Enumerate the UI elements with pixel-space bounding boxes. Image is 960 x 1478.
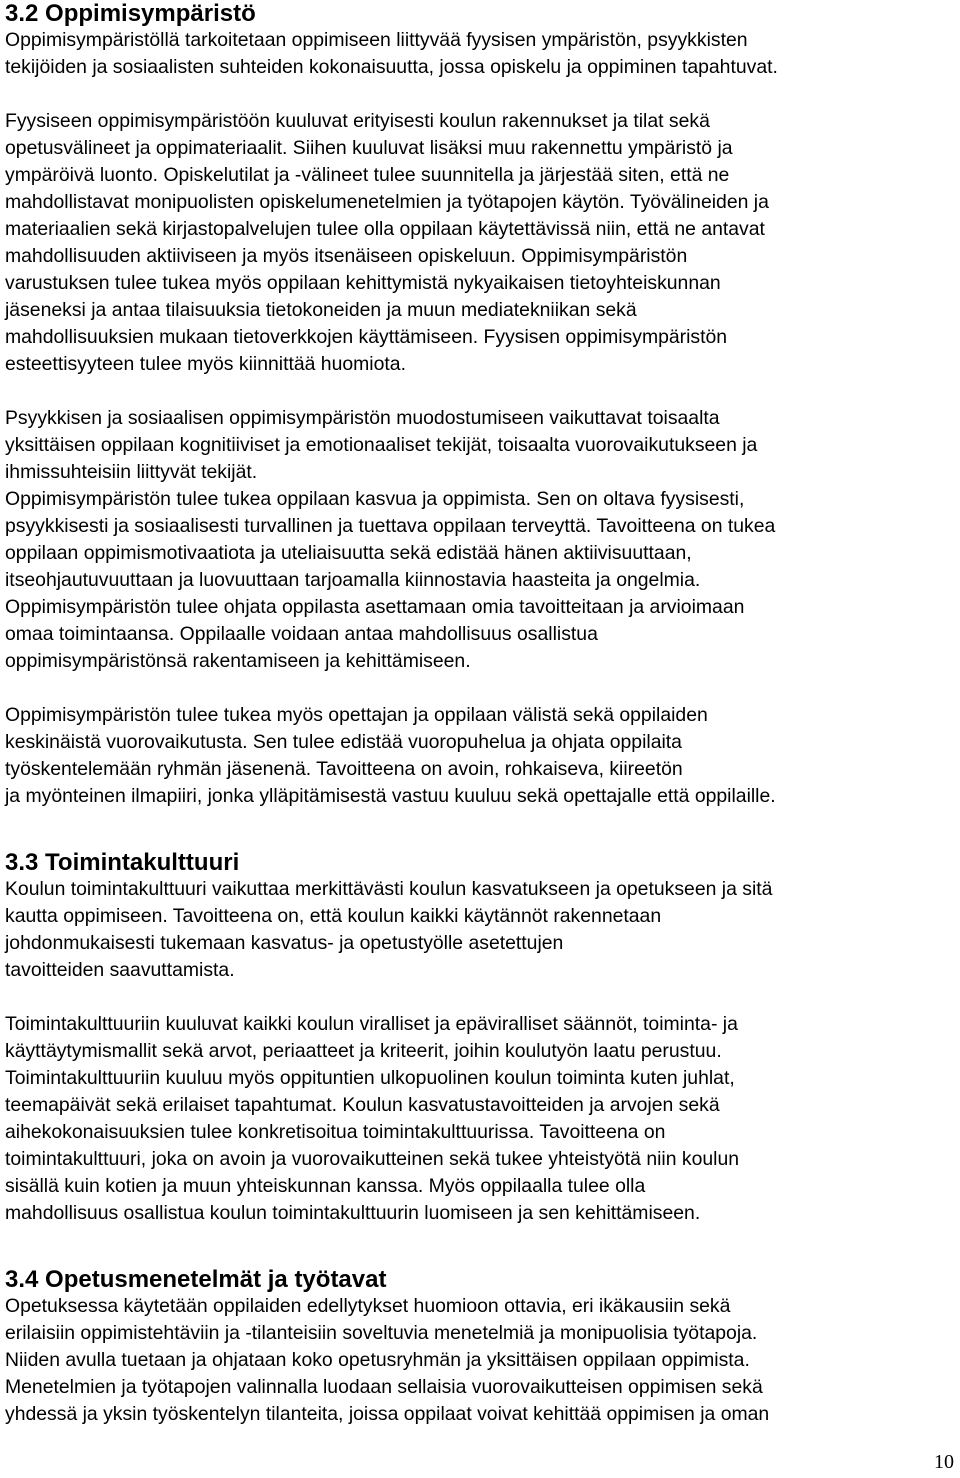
text-line: kautta oppimiseen. Tavoitteena on, että koulun kaikki käytännöt rakennetaan bbox=[5, 905, 662, 927]
paragraph bbox=[5, 108, 955, 378]
text-line: Niiden avulla tuetaan ja ohjataan koko opetusryhmän ja yksittäisen oppilaan oppimista. bbox=[5, 1349, 750, 1371]
text-line: Fyysiseen oppimisympäristöön kuuluvat erityisesti koulun rakennukset ja tilat sekä bbox=[5, 110, 710, 132]
text-line: mahdollistavat monipuolisten opiskelumenetelmien ja työtapojen käytön. Työvälineiden ja bbox=[5, 191, 769, 213]
text-line: oppilaan oppimismotivaatiota ja uteliaisuutta sekä edistää hänen aktiivisuuttaan, bbox=[5, 542, 692, 564]
text-line: omaa toimintaansa. Oppilaalle voidaan antaa mahdollisuus osallistua bbox=[5, 623, 598, 645]
text-line: erilaisiin oppimistehtäviin ja -tilanteisiin soveltuvia menetelmiä ja monipuolisia työtapoja. bbox=[5, 1322, 758, 1344]
text-line: yksittäisen oppilaan kognitiiviset ja emotionaaliset tekijät, toisaalta vuorovaikutukseen ja bbox=[5, 434, 758, 456]
text-line: materiaalien sekä kirjastopalvelujen tulee olla oppilaan käytettävissä niin, että ne antavat bbox=[5, 218, 765, 240]
text-line: keskinäistä vuorovaikutusta. Sen tulee edistää vuoropuhelua ja ohjata oppilaita bbox=[5, 731, 682, 753]
page-number: 10 bbox=[934, 1451, 954, 1473]
text-line: johdonmukaisesti tukemaan kasvatus- ja opetustyölle asetettujen bbox=[5, 932, 564, 954]
section-heading: 3.2 Oppimisympäristö bbox=[5, 0, 256, 27]
section bbox=[5, 0, 955, 810]
text-line: mahdollisuus osallistua koulun toimintakulttuurin luomiseen ja sen kehittämiseen. bbox=[5, 1202, 701, 1224]
paragraph bbox=[5, 876, 955, 984]
text-line: aihekokonaisuuksien tulee konkretisoitua toimintakulttuurissa. Tavoitteena on bbox=[5, 1121, 666, 1143]
text-line: Psyykkisen ja sosiaalisen oppimisympäristön muodostumiseen vaikuttavat toisaalta bbox=[5, 407, 720, 429]
text-line: Opetuksessa käytetään oppilaiden edellytykset huomioon ottavia, eri ikäkausiin sekä bbox=[5, 1295, 731, 1317]
text-line: Oppimisympäristön tulee tukea myös opettajan ja oppilaan välistä sekä oppilaiden bbox=[5, 704, 708, 726]
text-line: Oppimisympäristön tulee tukea oppilaan kasvua ja oppimista. Sen on oltava fyysisesti, bbox=[5, 488, 745, 510]
text-line: itseohjautuvuuttaan ja luovuuttaan tarjoamalla kiinnostavia haasteita ja ongelmia. bbox=[5, 569, 701, 591]
text-line: mahdollisuuksien mukaan tietoverkkojen käyttämiseen. Fyysisen oppimisympäristön bbox=[5, 326, 728, 348]
text-line: Toimintakulttuuriin kuuluvat kaikki koulun viralliset ja epäviralliset säännöt, toiminta- ja bbox=[5, 1013, 738, 1035]
text-line: toimintakulttuuri, joka on avoin ja vuorovaikutteinen sekä tukee yhteistyötä niin koulun bbox=[5, 1148, 740, 1170]
text-line: Oppimisympäristön tulee ohjata oppilasta asettamaan omia tavoitteitaan ja arvioimaan bbox=[5, 596, 745, 618]
text-line: sisällä kuin kotien ja muun yhteiskunnan kanssa. Myös oppilaalla tulee olla bbox=[5, 1175, 646, 1197]
paragraph bbox=[5, 405, 955, 675]
paragraph bbox=[5, 1293, 955, 1428]
text-line: ihmissuhteisiin liittyvät tekijät. bbox=[5, 461, 258, 483]
text-line: jäseneksi ja antaa tilaisuuksia tietokoneiden ja muun mediatekniikan sekä bbox=[5, 299, 637, 321]
text-line: ympäröivä luonto. Opiskelutilat ja -välineet tulee suunnitella ja järjestää siten, että ne bbox=[5, 164, 730, 186]
text-line: ja myönteinen ilmapiiri, jonka ylläpitämisestä vastuu kuuluu sekä opettajalle että oppilaille. bbox=[5, 785, 776, 807]
text-line: Menetelmien ja työtapojen valinnalla luodaan sellaisia vuorovaikutteisen oppimisen sekä bbox=[5, 1376, 763, 1398]
text-line: esteettisyyteen tulee myös kiinnittää huomiota. bbox=[5, 353, 406, 375]
section-heading: 3.4 Opetusmenetelmät ja työtavat bbox=[5, 1266, 387, 1293]
section bbox=[5, 1266, 955, 1428]
text-line: Toimintakulttuuriin kuuluu myös oppituntien ulkopuolinen koulun toiminta kuten juhlat, bbox=[5, 1067, 735, 1089]
text-line: yhdessä ja yksin työskentelyn tilanteita, joissa oppilaat voivat kehittää oppimisen ja oman bbox=[5, 1403, 770, 1425]
section bbox=[5, 849, 955, 1227]
text-line: Oppimisympäristöllä tarkoitetaan oppimiseen liittyvää fyysisen ympäristön, psyykkisten bbox=[5, 29, 748, 51]
paragraph bbox=[5, 702, 955, 810]
text-line: psyykkisesti ja sosiaalisesti turvallinen ja tuettava oppilaan terveyttä. Tavoitteena on tukea bbox=[5, 515, 776, 537]
paragraph bbox=[5, 27, 955, 81]
text-line: mahdollisuuden aktiiviseen ja myös itsenäiseen opiskeluun. Oppimisympäristön bbox=[5, 245, 688, 267]
section-heading: 3.3 Toimintakulttuuri bbox=[5, 849, 240, 876]
text-line: oppimisympäristönsä rakentamiseen ja kehittämiseen. bbox=[5, 650, 471, 672]
text-line: Koulun toimintakulttuuri vaikuttaa merkittävästi koulun kasvatukseen ja opetukseen ja sitä bbox=[5, 878, 773, 900]
text-line: tavoitteiden saavuttamista. bbox=[5, 959, 235, 981]
paragraph bbox=[5, 1011, 955, 1227]
text-line: työskentelemään ryhmän jäsenenä. Tavoitteena on avoin, rohkaiseva, kiireetön bbox=[5, 758, 683, 780]
text-line: käyttäytymismallit sekä arvot, periaatteet ja kriteerit, joihin koulutyön laatu perustuu. bbox=[5, 1040, 722, 1062]
text-line: opetusvälineet ja oppimateriaalit. Siihen kuuluvat lisäksi muu rakennettu ympäristö ja bbox=[5, 137, 733, 159]
text-line: teemapäivät sekä erilaiset tapahtumat. Koulun kasvatustavoitteiden ja arvojen sekä bbox=[5, 1094, 720, 1116]
text-line: tekijöiden ja sosiaalisten suhteiden kokonaisuutta, jossa opiskelu ja oppiminen tapahtuvat. bbox=[5, 56, 778, 78]
text-line: varustuksen tulee tukea myös oppilaan kehittymistä nykyaikaisen tietoyhteiskunnan bbox=[5, 272, 721, 294]
